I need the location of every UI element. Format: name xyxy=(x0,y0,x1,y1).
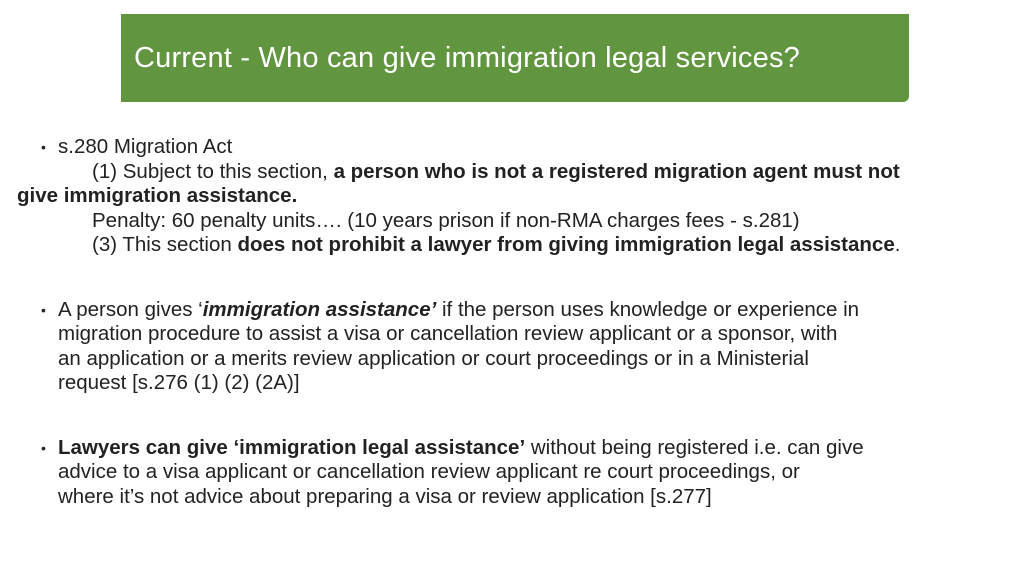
bullet-body xyxy=(58,436,1011,510)
definition-term: immigration assistance’ xyxy=(202,297,437,321)
bullet-body xyxy=(58,298,1011,396)
title-banner xyxy=(121,14,909,102)
bullet-body xyxy=(17,135,1011,258)
bullet-icon: • xyxy=(41,439,46,456)
subsection-3 xyxy=(58,233,1011,258)
lawyers-line-3: where it’s not advice about preparing a visa or review application [s.277] xyxy=(58,484,712,508)
definition-prefix: A person gives ‘ xyxy=(58,297,203,321)
definition-line-1 xyxy=(58,298,1011,323)
subsection-1-continued xyxy=(17,184,1011,209)
subsection-1-bold-cont: give immigration assistance. xyxy=(17,184,298,207)
definition-rest: if the person uses knowledge or experience in xyxy=(436,297,860,321)
section-heading: s.280 Migration Act xyxy=(58,135,233,158)
definition-line-3: an application or a merits review application or court proceedings or in a Ministerial xyxy=(58,346,809,370)
lawyers-bold: Lawyers can give ‘immigration legal assistance’ xyxy=(58,435,526,459)
slide-content xyxy=(17,135,1011,509)
subsection-3-suffix: . xyxy=(894,233,901,256)
spacer xyxy=(41,396,1011,436)
lawyers-line-1 xyxy=(58,436,1011,461)
bullet-icon: • xyxy=(41,301,46,318)
subsection-3-bold: does not prohibit a lawyer from giving immigration legal assistance xyxy=(237,233,895,256)
subsection-1-bold: a person who is not a registered migration agent must not xyxy=(333,159,900,183)
lawyers-line-2: advice to a visa applicant or cancellation review applicant re court proceedings, or xyxy=(58,460,800,483)
subsection-1 xyxy=(58,160,1011,185)
definition-line-4: request [s.276 (1) (2) (2A)] xyxy=(58,371,300,394)
penalty-line: Penalty: 60 penalty units…. (10 years prison if non-RMA charges fees - s.281) xyxy=(92,208,800,232)
lawyers-rest: without being registered i.e. can give xyxy=(525,435,864,459)
spacer xyxy=(41,258,1011,298)
bullet-icon: • xyxy=(41,139,46,155)
subsection-3-prefix: (3) This section xyxy=(92,233,238,256)
slide-title: Current - Who can give immigration legal services? xyxy=(134,41,800,74)
definition-line-2: migration procedure to assist a visa or cancellation review applicant or a sponsor, with xyxy=(58,322,838,345)
bullet-section-immigration-assistance xyxy=(41,298,1011,396)
bullet-section-migration-act xyxy=(17,135,1011,258)
bullet-section-lawyers xyxy=(41,436,1011,510)
subsection-1-prefix: (1) Subject to this section, xyxy=(92,159,334,183)
